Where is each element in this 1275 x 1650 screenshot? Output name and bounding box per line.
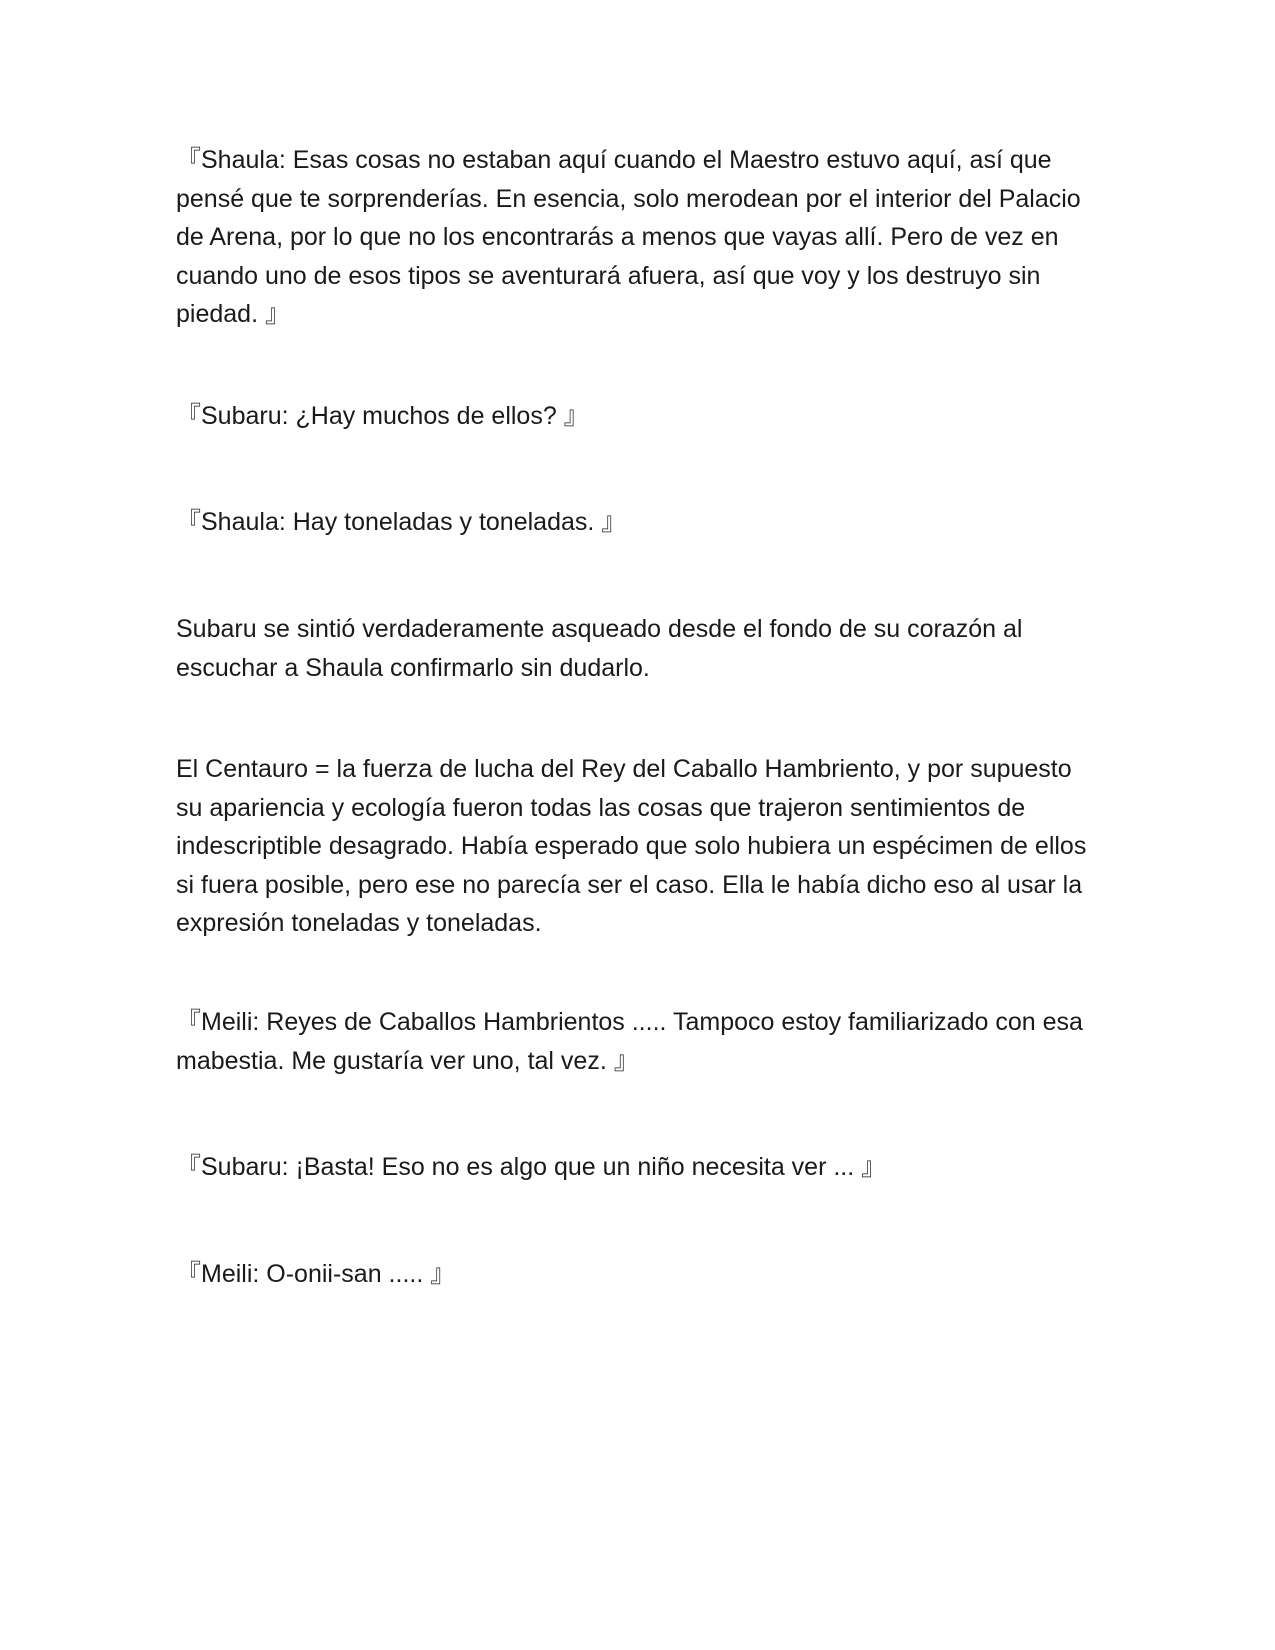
paragraph-subaru-question: 『Subaru: ¿Hay muchos de ellos? 』 — [176, 402, 589, 430]
paragraph-narration-disgust: Subaru se sintió verdaderamente asqueado desde el fondo de su corazón al escuchar a Shaula confirmarlo sin dudarlo. — [176, 615, 1023, 682]
paragraph-shaula-dialogue-1: 『Shaula: Esas cosas no estaban aquí cuando el Maestro estuvo aquí, así que pensé que te sorprenderías. En esencia, solo merodean por el interior del Palacio de Arena, por lo que no los encontrarás a menos que vayas allí. Pero de vez en cuando uno de esos tipos se aventurará afuera, así que voy y los destruyo sin piedad. 』 — [176, 146, 1081, 328]
paragraph-narration-centaur: El Centauro = la fuerza de lucha del Rey del Caballo Hambriento, y por supuesto su apariencia y ecología fueron todas las cosas que trajeron sentimientos de indescriptible desagrado. Había esperado que solo hubiera un espécimen de ellos si fuera posible, pero ese no parecía ser el caso. Ella le había dicho eso al usar la expresión toneladas y toneladas. — [176, 755, 1087, 937]
paragraph-subaru-basta: 『Subaru: ¡Basta! Eso no es algo que un niño necesita ver ... 』 — [176, 1153, 887, 1181]
paragraph-meili-dialogue-1: 『Meili: Reyes de Caballos Hambrientos ..... Tampoco estoy familiarizado con esa mabestia. Me gustaría ver uno, tal vez. 』 — [176, 1008, 1083, 1075]
paragraph-meili-dialogue-2: 『Meili: O-onii-san ..... 』 — [176, 1260, 456, 1288]
paragraph-shaula-answer: 『Shaula: Hay toneladas y toneladas. 』 — [176, 508, 627, 536]
